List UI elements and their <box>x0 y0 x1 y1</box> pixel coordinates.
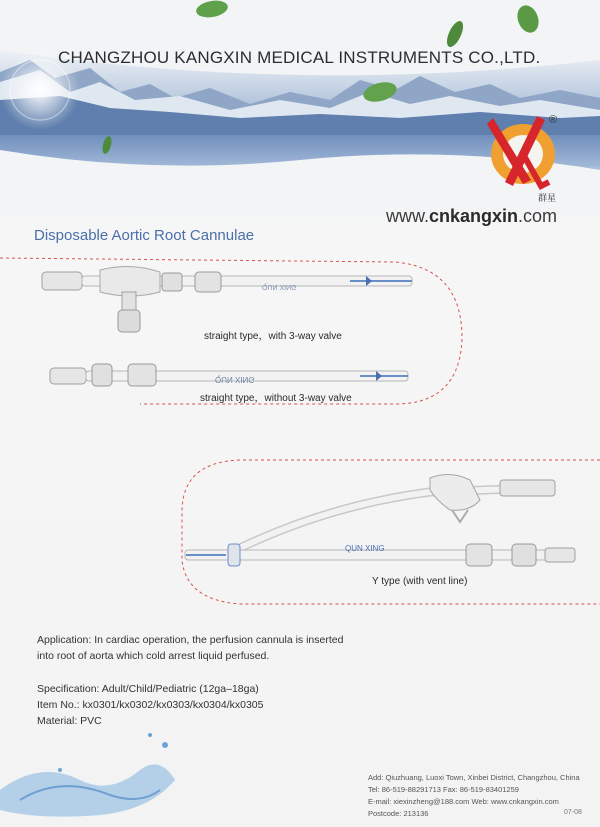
item-number-text: Item No.: kx0301/kx0302/kx0303/kx0304/kx0305 <box>37 699 264 711</box>
variant-label-y-type: Y type (with vent line) <box>372 576 468 587</box>
tube-imprint-2: QUN XING <box>215 375 255 384</box>
tube-imprint-1: QUN XING <box>262 283 297 290</box>
website-prefix: www. <box>386 206 430 226</box>
page-code: 07-08 <box>564 809 582 816</box>
application-line-1: Application: In cardiac operation, the perfusion cannula is inserted <box>37 634 344 646</box>
application-line-2: into root of aorta which cold arrest liquid perfused. <box>37 650 270 662</box>
tube-imprint-3: QUN XING <box>345 544 385 553</box>
specification-text: Specification: Adult/Child/Pediatric (12ga–18ga) <box>37 683 259 695</box>
product-title: Disposable Aortic Root Cannulae <box>34 227 255 244</box>
contact-email-web: E-mail: xiexinzheng@188.com Web: www.cnkangxin.com <box>368 797 559 806</box>
logo-chinese-text: 群星 <box>538 194 557 204</box>
contact-tel-fax: Tel: 86-519-88291713 Fax: 86-519-83401259 <box>368 785 519 794</box>
contact-postcode: Postcode: 213136 <box>368 809 429 818</box>
variant-label-without-valve: straight type，without 3-way valve <box>200 393 352 404</box>
variant-label-with-valve: straight type，with 3-way valve <box>204 331 342 342</box>
company-name: CHANGZHOU KANGXIN MEDICAL INSTRUMENTS CO.,LTD. <box>58 48 541 67</box>
contact-address: Add: Qiuzhuang, Luoxi Town, Xinbei District, Changzhou, China <box>368 773 580 782</box>
website-brand: cnkangxin <box>429 206 519 226</box>
registered-mark: ® <box>549 114 558 126</box>
material-text: Material: PVC <box>37 715 102 727</box>
water-splash-decoration <box>0 733 175 817</box>
website-suffix: .com <box>518 206 558 226</box>
cannula-with-3way-valve <box>42 266 412 332</box>
